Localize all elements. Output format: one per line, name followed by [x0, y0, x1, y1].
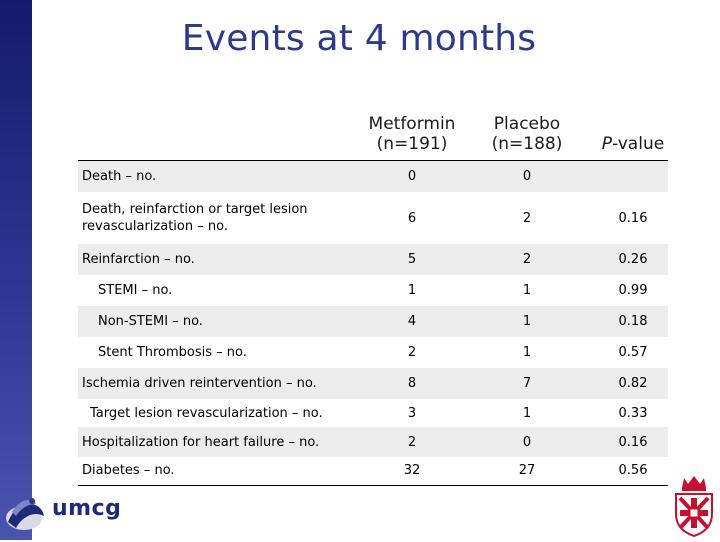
cell-placebo: 1 [522, 345, 532, 360]
university-crest [670, 474, 718, 538]
cell-p-value: 0.99 [618, 283, 648, 298]
table-row [78, 399, 668, 427]
table-row [78, 337, 668, 368]
cell-p-value: 0.16 [618, 210, 648, 226]
cell-p-value: 0.82 [584, 368, 668, 399]
cell-metformin: 0 [354, 160, 470, 192]
table-row [78, 160, 668, 192]
cell-p-value: 0.26 [584, 244, 668, 275]
row-label: Target lesion revascularization – no. [90, 405, 323, 421]
row-label: Non-STEMI – no. [78, 306, 354, 337]
cell-p-value: 0.33 [618, 405, 648, 421]
table-row [78, 457, 668, 485]
cell-metformin: 1 [407, 283, 417, 298]
row-label: Ischemia driven reintervention – no. [78, 368, 354, 399]
header-metformin: Metformin (n=191) [354, 102, 470, 160]
row-label: Reinfarction – no. [78, 244, 354, 275]
umcg-logo-icon [2, 492, 50, 536]
row-label: Diabetes – no. [78, 457, 354, 485]
table-row [78, 192, 668, 244]
table-row [78, 306, 668, 337]
table-header-row [78, 102, 668, 160]
header-p-value: P-value [584, 102, 668, 160]
cell-p-value: 0.18 [584, 306, 668, 337]
cell-placebo: 7 [470, 368, 584, 399]
cell-p-value: 0.57 [618, 345, 648, 360]
row-label: Stent Thrombosis – no. [98, 345, 247, 360]
umcg-logo-text: umcg [52, 496, 122, 521]
cell-metformin: 6 [407, 210, 417, 226]
row-label: Death – no. [78, 160, 354, 192]
cell-metformin: 8 [354, 368, 470, 399]
cell-p-value [584, 160, 668, 192]
cell-metformin: 3 [407, 405, 417, 421]
table-row [78, 244, 668, 275]
cell-metformin: 4 [354, 306, 470, 337]
header-placebo: Placebo (n=188) [470, 102, 584, 160]
cell-metformin: 2 [354, 427, 470, 457]
page-title: Events at 4 months [181, 18, 537, 59]
cell-placebo: 0 [470, 160, 584, 192]
cell-metformin: 2 [407, 345, 417, 360]
university-crest-icon [670, 474, 718, 538]
cell-metformin: 5 [354, 244, 470, 275]
cell-placebo: 1 [522, 405, 532, 421]
umcg-logo [2, 492, 142, 538]
table-row [78, 368, 668, 399]
row-label: Death, reinfarction or target lesion revascularization – no. [82, 202, 308, 234]
events-table [78, 102, 668, 486]
cell-placebo: 0 [470, 427, 584, 457]
row-label: Hospitalization for heart failure – no. [78, 427, 354, 457]
cell-p-value: 0.56 [584, 457, 668, 485]
row-label: STEMI – no. [98, 283, 173, 298]
cell-placebo: 2 [522, 210, 532, 226]
left-accent-bar [0, 0, 32, 540]
cell-placebo: 1 [522, 283, 532, 298]
header-label [78, 102, 354, 160]
cell-placebo: 2 [470, 244, 584, 275]
table-row [78, 427, 668, 457]
cell-metformin: 32 [354, 457, 470, 485]
table-row [78, 275, 668, 306]
cell-placebo: 1 [470, 306, 584, 337]
cell-placebo: 27 [470, 457, 584, 485]
cell-p-value: 0.16 [584, 427, 668, 457]
